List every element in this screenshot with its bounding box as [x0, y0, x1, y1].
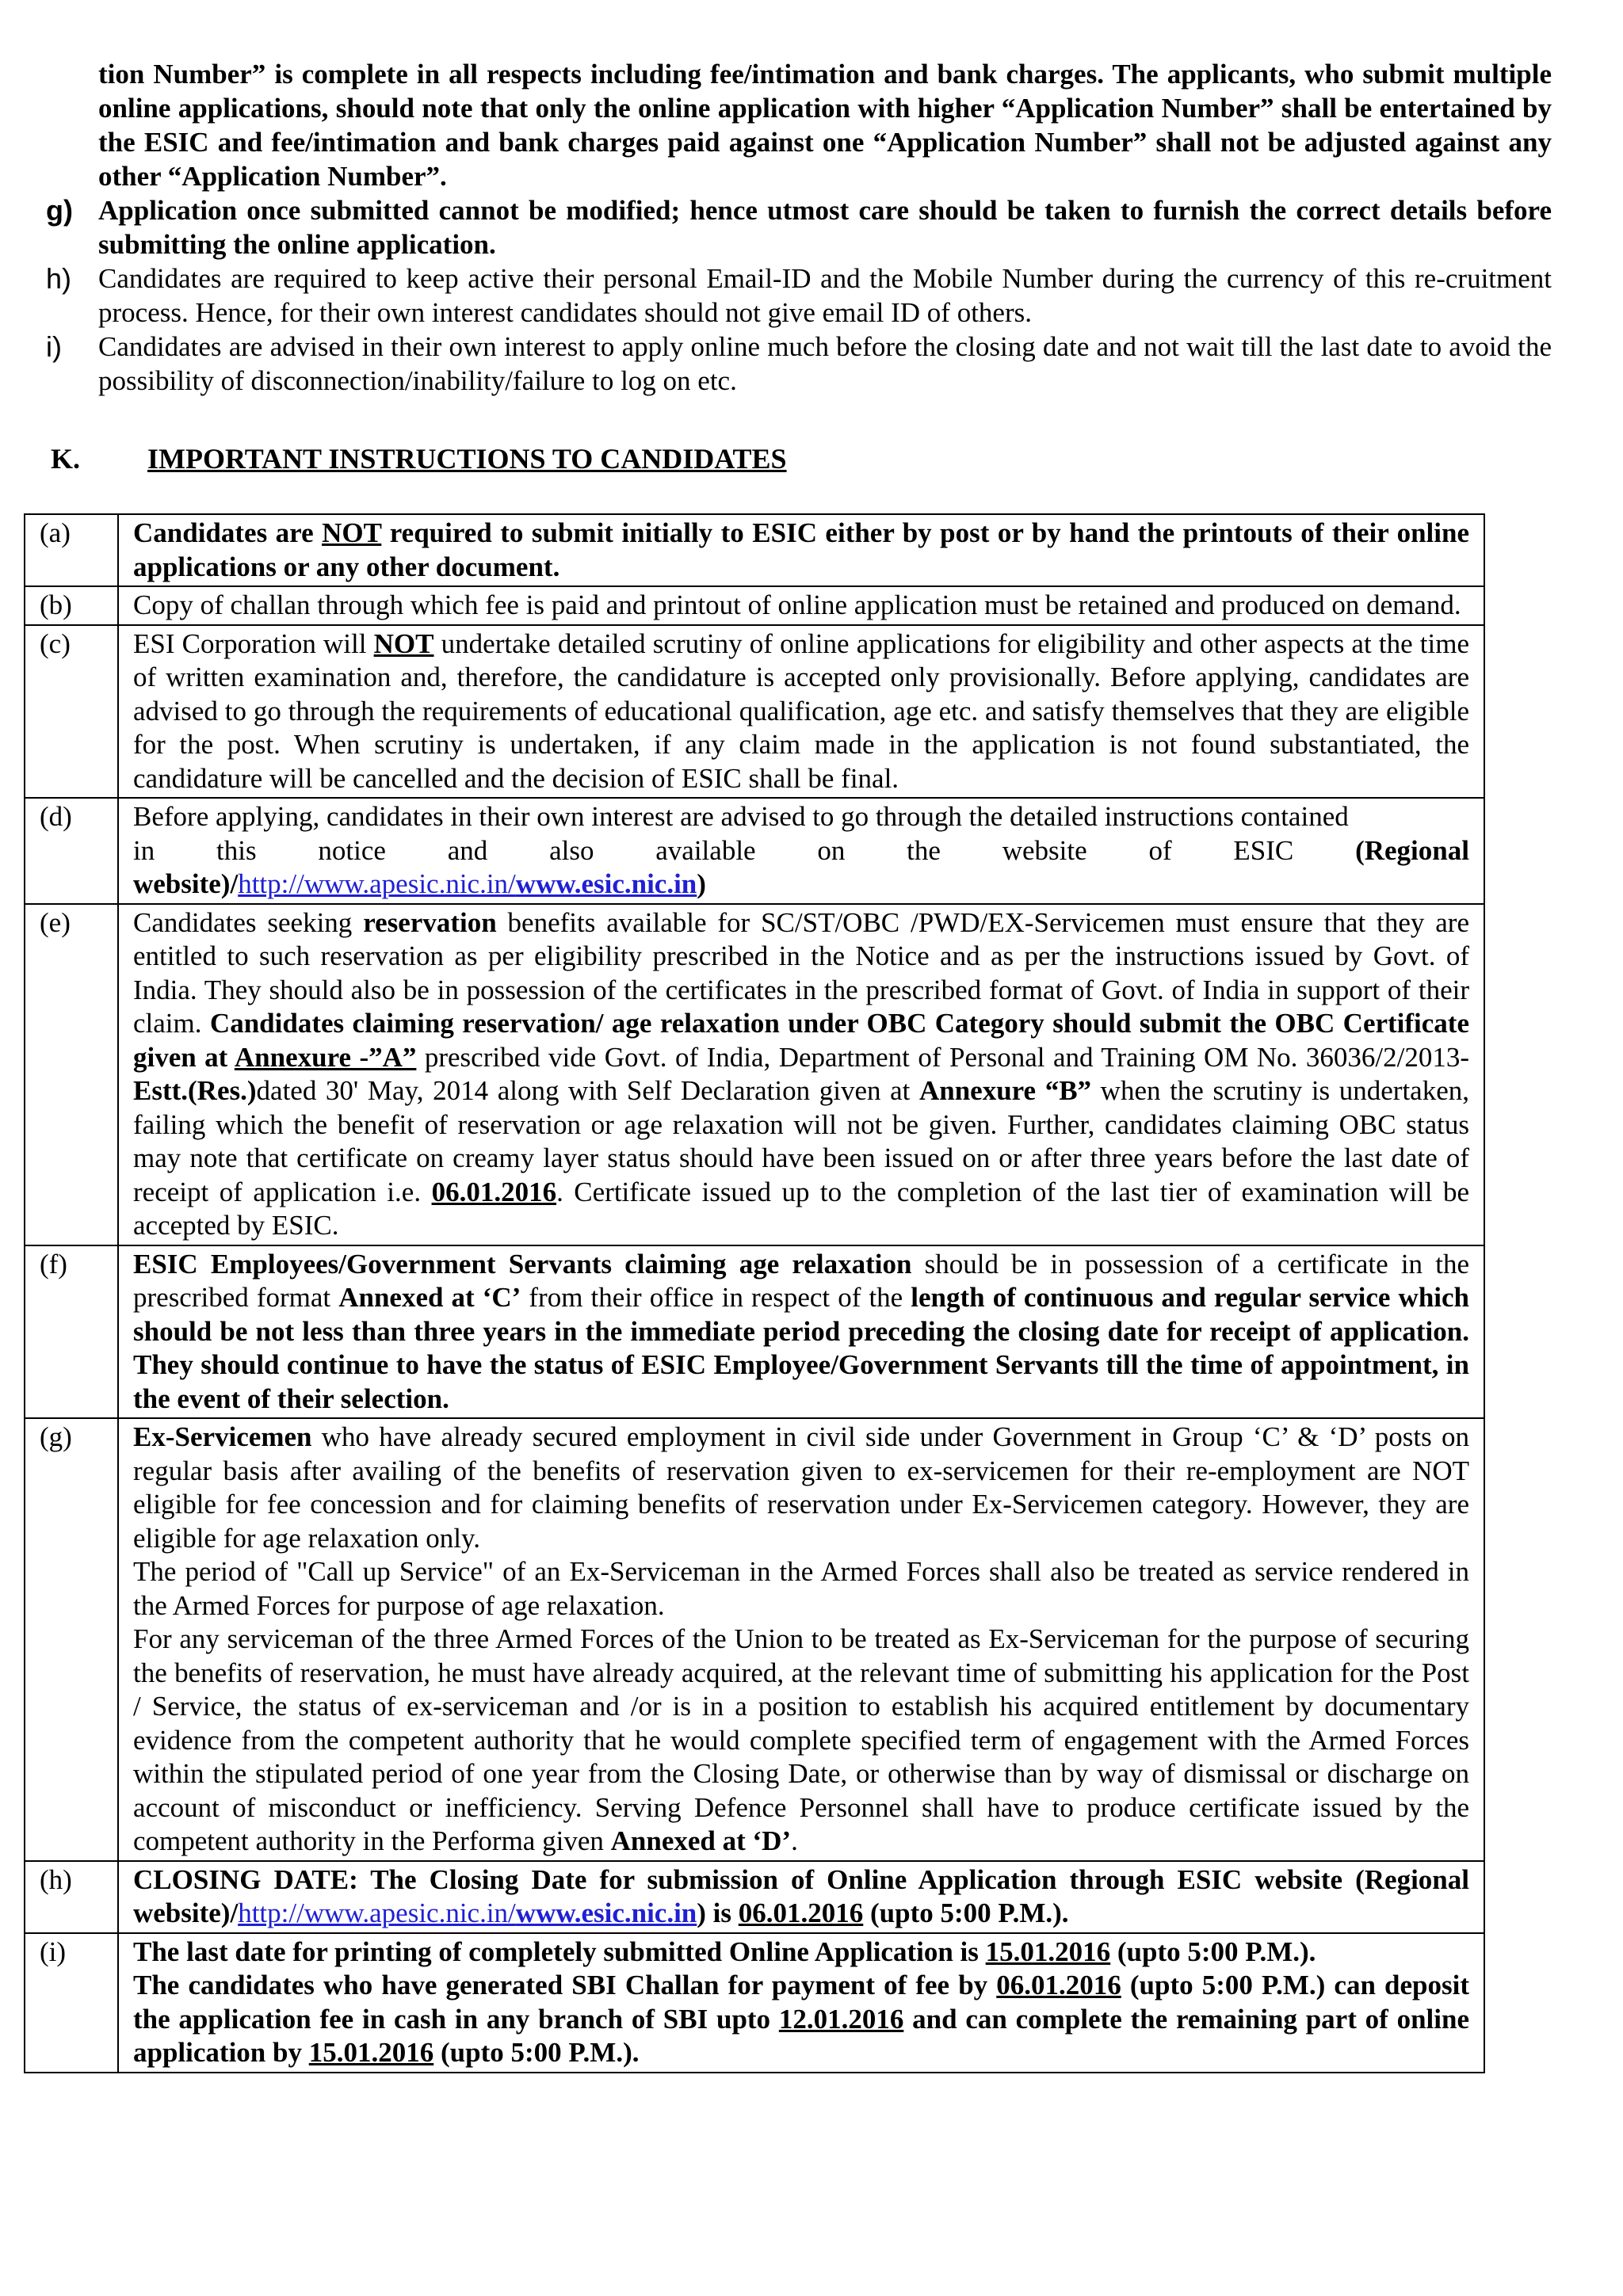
row-label: (a): [25, 514, 118, 586]
table-row: [25, 625, 1484, 799]
instructions-table: [24, 513, 1485, 2073]
continuation-paragraph: [46, 57, 1552, 193]
row-label: (b): [25, 586, 118, 625]
row-text: Candidates seeking reservation benefits available for SC/ST/OBC /PWD/EX-Servicemen must ensure that they are entitled to such reservation as per eligibility prescribed in the Notice and as per the instructions issued by Govt. of India. They should also be in possession of the certificates in the prescribed format of Govt. of India in support of their claim. Candidates claiming reservation/ age relaxation under OBC Category should submit the OBC Certificate given at Annexure -”A” prescribed vide Govt. of India, Department of Personal and Training OM No. 36036/2/2013- Estt.(Res.)dated 30' May, 2014 along with Self Declaration given at Annexure “B” when the scrutiny is undertaken, failing which the benefit of reservation or age relaxation will not be given. Further, candidates claiming OBC status may note that certificate on creamy layer status should have been issued on or after three years before the last date of receipt of application i.e. 06.01.2016. Certificate issued up to the completion of the last tier of examination will be accepted by ESIC.: [118, 904, 1484, 1245]
table-row: [25, 514, 1484, 586]
list-item-g: [46, 193, 1552, 261]
apesic-link[interactable]: http://www.apesic.nic.in/: [238, 1897, 516, 1928]
table-row: [25, 798, 1484, 904]
table-row: [25, 1861, 1484, 1933]
list-item-text: Application once submitted cannot be modified; hence utmost care should be taken to furnish the correct details before submitting the online application.: [98, 195, 1552, 260]
table-row: [25, 904, 1484, 1245]
list-item-text: Candidates are required to keep active their personal Email-ID and the Mobile Number during the currency of this re-cruitment process. Hence, for their own interest candidates should not give email ID of others.: [98, 263, 1552, 328]
row-text: ESI Corporation will NOT undertake detailed scrutiny of online applications for eligibility and other aspects at the time of written examination and, therefore, the candidature is accepted only provisionally. Before applying, candidates are advised to go through the requirements of educational qualification, age etc. and satisfy themselves that they are eligible for the post. When scrutiny is undertaken, if any claim made in the application is not found substantiated, the candidature will be cancelled and the decision of ESIC shall be final.: [118, 625, 1484, 799]
row-text: CLOSING DATE: The Closing Date for submission of Online Application through ESIC website (Regional website)/http://www.apesic.nic.in/www.esic.nic.in) is 06.01.2016 (upto 5:00 P.M.).: [118, 1861, 1484, 1933]
section-title: IMPORTANT INSTRUCTIONS TO CANDIDATES: [147, 443, 787, 475]
row-label: (h): [25, 1861, 118, 1933]
row-label: (i): [25, 1933, 118, 2073]
row-text: [118, 798, 1484, 904]
row-text: Copy of challan through which fee is paid and printout of online application must be retained and produced on demand.: [118, 586, 1484, 625]
row-label: (e): [25, 904, 118, 1245]
row-text: The last date for printing of completely submitted Online Application is 15.01.2016 (upto 5:00 P.M.). The candidates who have generated SBI Challan for payment of fee by 06.01.2016 (upto 5:00 P.M.) can deposit the application fee in cash in any branch of SBI upto 12.01.2016 and can complete the remaining part of online application by 15.01.2016 (upto 5:00 P.M.).: [118, 1933, 1484, 2073]
list-item-h: [46, 261, 1552, 330]
row-label: (c): [25, 625, 118, 799]
esic-link[interactable]: www.esic.nic.in: [515, 1897, 697, 1928]
table-row: [25, 1418, 1484, 1861]
apesic-link[interactable]: http://www.apesic.nic.in/: [238, 868, 516, 899]
instructions-continued: [46, 57, 1552, 398]
row-text-line: Before applying, candidates in their own interest are advised to go through the detailed instructions contained: [133, 801, 1349, 832]
list-marker: g): [46, 194, 73, 227]
row-text: Ex-Servicemen who have already secured employment in civil side under Government in Group ‘C’ & ‘D’ posts on regular basis after availing of the benefits of reservation given to ex-servicemen for their re-employment are NOT eligible for fee concession and for claiming benefits of reservation under Ex-Servicemen category. However, they are eligible for age relaxation only. The period of "Call up Service" of an Ex-Serviceman in the Armed Forces shall also be treated as service rendered in the Armed Forces for purpose of age relaxation. For any serviceman of the three Armed Forces of the Union to be treated as Ex-Serviceman for the purpose of securing the benefits of reservation, he must have already acquired, at the relevant time of submitting his application for the Post / Service, the status of ex-serviceman and /or is in a position to establish his acquired entitlement by documentary evidence from the competent authority that he would complete specified term of engagement with the Armed Forces within the stipulated period of one year from the Closing Date, or otherwise than by way of dismissal or discharge on account of misconduct or inefficiency. Serving Defence Personnel shall have to produce certificate issued by the competent authority in the Performa given Annexed at ‘D’.: [118, 1418, 1484, 1861]
table-row: [25, 1245, 1484, 1419]
row-label: (d): [25, 798, 118, 904]
list-marker: i): [46, 330, 62, 363]
list-item-text: Candidates are advised in their own interest to apply online much before the closing date and not wait till the last date to avoid the possibility of disconnection/inability/failure to log on etc.: [98, 331, 1552, 396]
section-heading: [51, 442, 787, 475]
continuation-text: tion Number” is complete in all respects including fee/intimation and bank charges. The applicants, who submit multiple online applications, should note that only the online application with higher “Application Number” shall be entertained by the ESIC and fee/intimation and bank charges paid against one “Application Number” shall not be adjusted against any other “Application Number”.: [98, 59, 1552, 192]
row-text: Candidates are NOT required to submit initially to ESIC either by post or by hand the printouts of their online applications or any other document.: [118, 514, 1484, 586]
row-label: (g): [25, 1418, 118, 1861]
list-marker: h): [46, 262, 72, 295]
row-text-line: in this notice and also available on the website of ESIC (Regional: [133, 834, 1469, 866]
row-text-line: website)/http://www.apesic.nic.in/www.esic.nic.in): [133, 868, 706, 899]
row-text: ESIC Employees/Government Servants claiming age relaxation should be in possession of a certificate in the prescribed format Annexed at ‘C’ from their office in respect of the length of continuous and regular service which should be not less than three years in the immediate period preceding the closing date for receipt of application. They should continue to have the status of ESIC Employee/Government Servants till the time of appointment, in the event of their selection.: [118, 1245, 1484, 1419]
row-label: (f): [25, 1245, 118, 1419]
table-row: [25, 586, 1484, 625]
list-item-i: [46, 330, 1552, 398]
section-letter: K.: [51, 443, 81, 475]
table-row: [25, 1933, 1484, 2073]
esic-link[interactable]: www.esic.nic.in: [515, 868, 697, 899]
